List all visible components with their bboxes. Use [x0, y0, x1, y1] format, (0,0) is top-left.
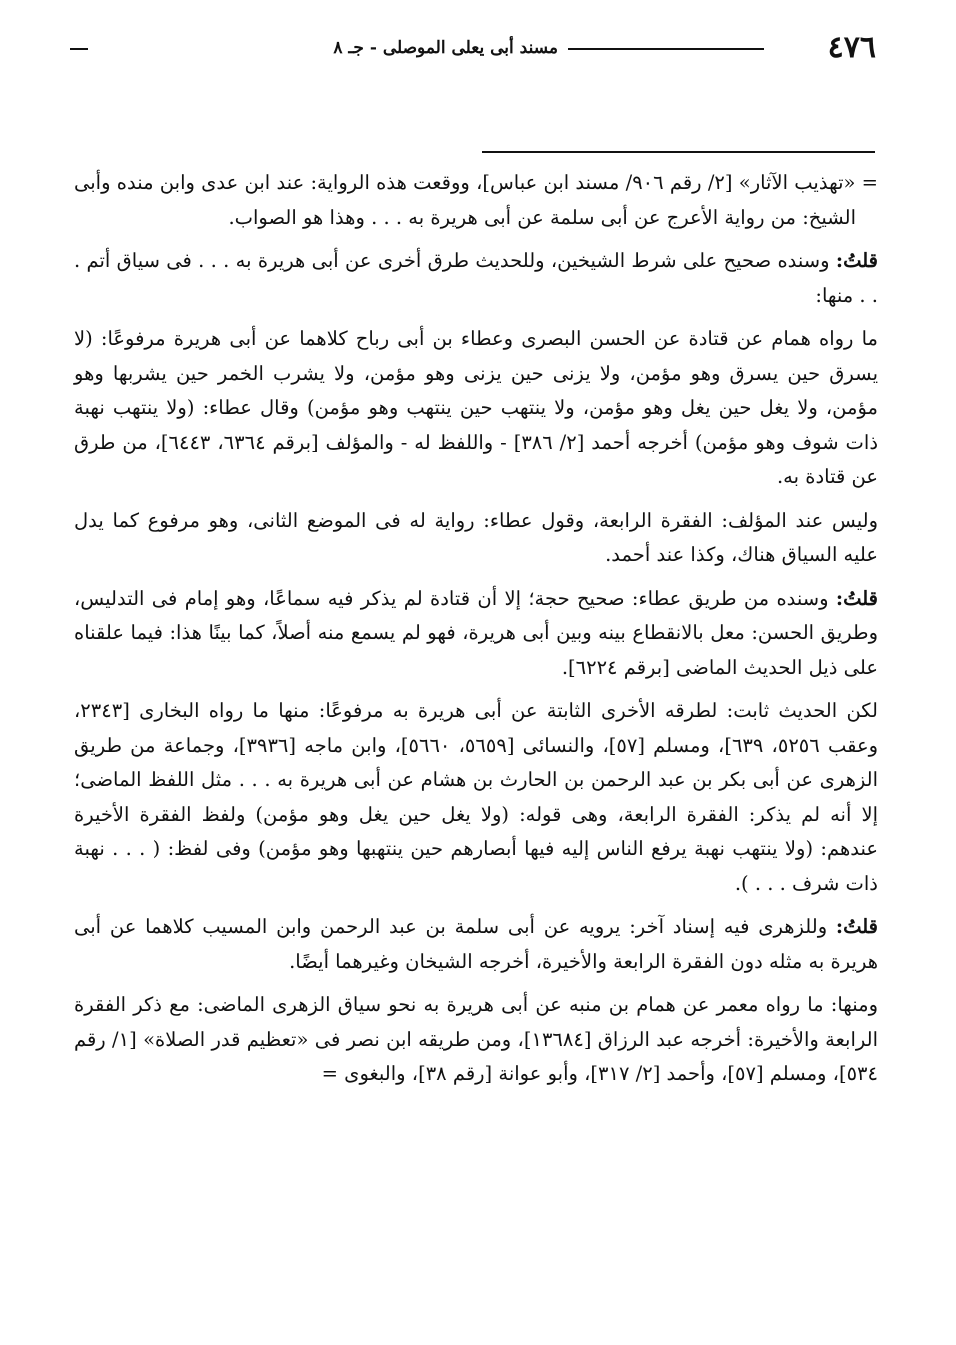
paragraph-lead: قلتُ:	[835, 249, 878, 272]
page-header	[70, 28, 876, 72]
paragraph-3	[74, 322, 878, 495]
paragraph-text: وللزهرى فيه إسناد آخر: يرويه عن أبى سلمة بن عبد الرحمن وابن المسيب كلاهما عن أبى هريرة به مثله دون الفقرة الرابعة والأخيرة، أخرجه الشيخان وغيرهما أيضًا.	[74, 915, 878, 973]
paragraph-text: وسنده صحيح على شرط الشيخين، وللحديث طرق أخرى عن أبى هريرة به . . . فى سياق أتم . . . منها:	[74, 249, 878, 307]
paragraph-text: لكن الحديث ثابت: لطرقه الأخرى الثابتة عن أبى هريرة به مرفوعًا: منها ما رواه البخارى [٢٣٤٣، وعقب ٥٢٥٦، ٦٣٩]، ومسلم [٥٧]، والنسائى [٥٦٥٩، ٥٦٦٠]، وابن ماجه [٣٩٣٦]، وجماعة من طريق الزهرى عن أبى بكر بن عبد الرحمن بن الحارث بن هشام عن أبى هريرة به . . . مثل اللفظ الماضى؛ إلا أنه لم يذكر: الفقرة الرابعة، وهى قوله: (ولا يغل حين يغل وهو مؤمن) ولفظ الفقرة الأخيرة عندهم: (ولا ينتهب نهبة يرفع الناس إليه فيها أبصارهم حين ينتهبها وهو مؤمن) وفى لفظ: ( . . . نهبة ذات شرف . . . ).	[74, 699, 879, 895]
paragraph-lead: قلتُ:	[835, 586, 878, 610]
paragraph-7	[74, 910, 878, 979]
paragraph-5	[74, 582, 878, 686]
paragraph-text: ما رواه همام عن قتادة عن الحسن البصرى وعطاء بن أبى رباح كلاهما عن أبى هريرة مرفوعًا: (لا يسرق حين يسرق وهو مؤمن، ولا يزنى حين يزنى وهو مؤمن، ولا يشرب الخمر حين يشربها وهو مؤمن، ولا يغل حين يغل وهو مؤمن، ولا ينتهب حين ينتهب وهو مؤمن) وقال عطاء: (ولا ينتهب نهبة ذات شوف وهو مؤمن) أخرجه أحمد [٢/ ٣٨٦] - واللفظ له - والمؤلف [برقم ٦٣٦٤، ٦٤٤٣]، من طرق عن قتادة به.	[74, 327, 879, 488]
header-rule-end	[70, 48, 88, 50]
paragraph-1	[74, 166, 878, 235]
header-rule	[568, 48, 764, 50]
paragraph-text: = «تهذيب الآثار» [٢/ رقم ٩٠٦/ مسند ابن عباس]، ووقعت هذه الرواية: عند ابن عدى وابن منده وأبى الشيخ: من رواية الأعرج عن أبى سلمة عن أبى هريرة به . . . وهذا هو الصواب.	[74, 171, 879, 229]
paragraph-2	[74, 244, 878, 313]
footnote-body	[74, 166, 878, 1101]
paragraph-text: وسنده من طريق عطاء: صحيح حجة؛ إلا أن قتادة لم يذكر فيه سماعًا، وهو إمام فى التدليس، وطريق الحسن: معل بالانقطاع بينه وبين أبى هريرة، فهو لم يسمع منه أصلاً، كما بينًا هذا: فيما علقناه على ذيل الحديث الماضى [برقم ٦٢٢٤].	[74, 586, 878, 679]
running-title: مسند أبى يعلى الموصلى - جـ ٨	[333, 38, 558, 58]
paragraph-lead: قلتُ:	[835, 915, 878, 938]
paragraph-6	[74, 694, 878, 901]
page-number: ٤٧٦	[827, 30, 876, 65]
paragraph-text: وليس عند المؤلف: الفقرة الرابعة، وقول عطاء: رواية له فى الموضع الثانى، وهو مرفوع كما يدل عليه السياق هناك، وكذا عند أحمد.	[74, 508, 878, 566]
paragraph-text: ومنها: ما رواه معمر عن همام بن منبه عن أبى هريرة به نحو سياق الزهرى الماضى: مع ذكر الفقرة الرابعة والأخيرة: أخرجه عبد الرزاق [١٣٦٨٤]، ومن طريقه ابن نصر فى «تعظيم قدر الصلاة» [١/ رقم ٥٣٤]، ومسلم [٥٧]، وأحمد [٢/ ٣١٧]، وأبو عوانة [رقم ٣٨]، والبغوى =	[74, 993, 879, 1085]
paragraph-4	[74, 504, 878, 573]
paragraph-8	[74, 988, 878, 1092]
footnote-separator	[482, 151, 875, 153]
